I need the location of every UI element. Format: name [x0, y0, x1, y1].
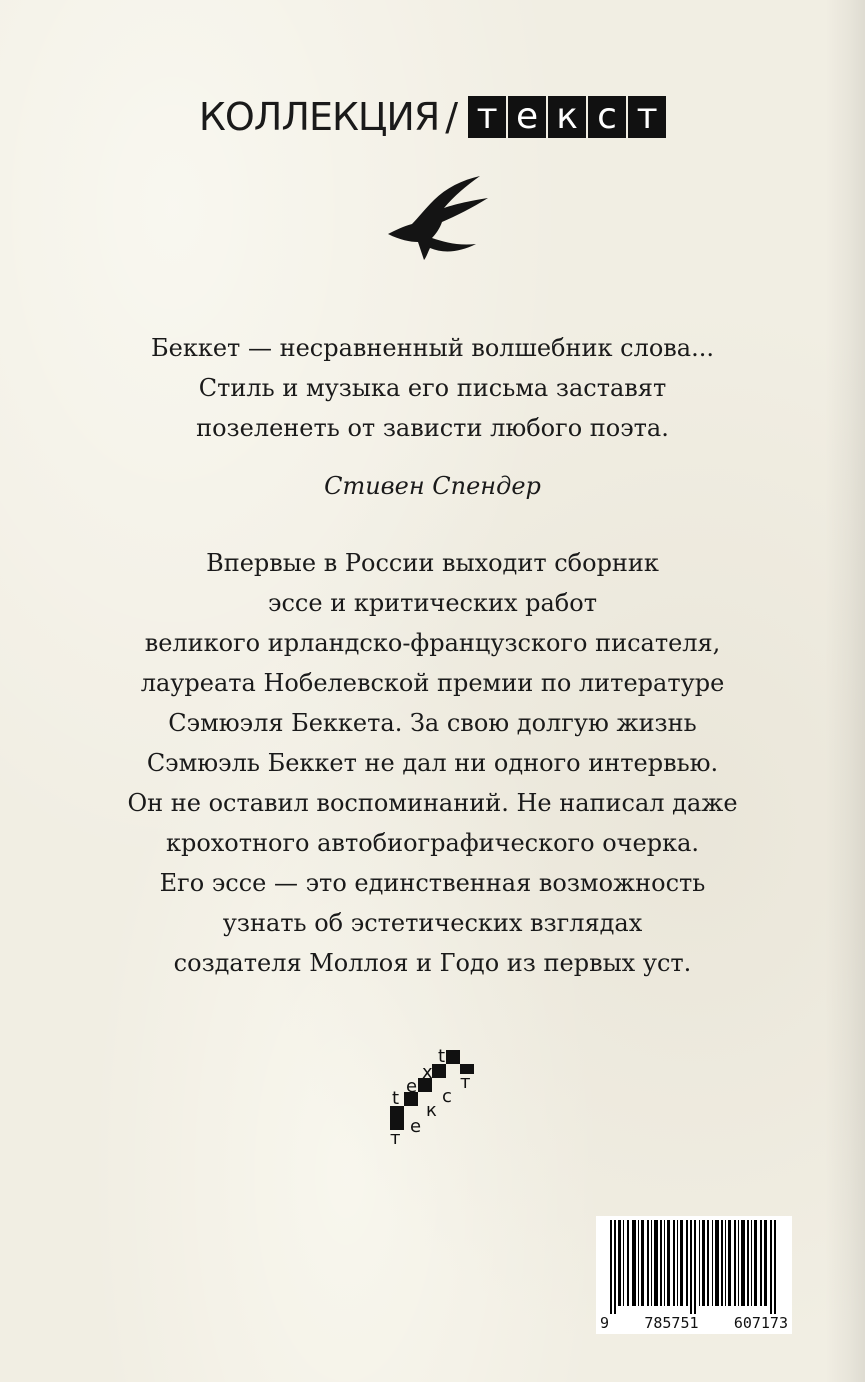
series-box-letter: т — [628, 96, 666, 138]
description-line: Впервые в России выходит сборник — [206, 549, 659, 577]
series-box-letter: с — [588, 96, 626, 138]
description-line: узнать об эстетических взглядах — [222, 909, 643, 937]
description-line: крохотного автобиографического очерка. — [165, 829, 700, 857]
description-line: создателя Моллоя и Годо из первых уст. — [173, 949, 692, 977]
series-label: КОЛЛЕКЦИЯ — [198, 95, 440, 139]
description-line: Сэмюэля Беккета. За свою долгую жизнь — [168, 709, 697, 737]
series-name-boxes — [468, 96, 666, 138]
quote-block — [0, 328, 865, 448]
svg-text:t: t — [438, 1046, 446, 1067]
text-publisher-logo — [380, 1040, 490, 1150]
svg-text:e: e — [406, 1076, 418, 1097]
description-block — [0, 543, 865, 983]
description-line: Он не оставил воспоминаний. Не написал даже — [127, 789, 738, 817]
quote-author: Стивен Спендер — [324, 472, 541, 500]
barcode-group-2: 607173 — [733, 1314, 788, 1332]
series-box-letter: т — [468, 96, 506, 138]
svg-text:е: е — [410, 1116, 422, 1137]
description-line: эссе и критических работ — [268, 589, 597, 617]
barcode-bars — [596, 1216, 792, 1316]
description-line: Сэмюэль Беккет не дал ни одного интервью. — [146, 749, 719, 777]
description-line: лауреата Нобелевской премии по литературе — [140, 669, 725, 697]
quote-line: позеленеть от зависти любого поэта. — [196, 414, 669, 442]
series-box-letter: к — [548, 96, 586, 138]
barcode-group-1: 785751 — [644, 1314, 699, 1332]
barcode-prefix: 9 — [600, 1314, 610, 1332]
description-line: великого ирландско-французского писателя, — [144, 629, 721, 657]
series-box-letter: е — [508, 96, 546, 138]
barcode-digits — [596, 1314, 792, 1332]
swallow-icon — [384, 172, 494, 262]
quote-line: Стиль и музыка его письма заставят — [198, 374, 667, 402]
isbn-barcode — [596, 1216, 792, 1334]
series-slash: / — [445, 95, 459, 139]
description-line: Его эссе — это единственная возможность — [159, 869, 706, 897]
series-header — [0, 96, 865, 138]
svg-text:к: к — [426, 1100, 437, 1121]
quote-line: Беккет — несравненный волшебник слова... — [151, 334, 714, 362]
svg-text:т: т — [460, 1072, 471, 1093]
svg-text:с: с — [442, 1086, 452, 1107]
svg-text:t: t — [392, 1088, 400, 1109]
svg-text:т: т — [390, 1128, 401, 1149]
svg-text:x: x — [422, 1062, 433, 1083]
